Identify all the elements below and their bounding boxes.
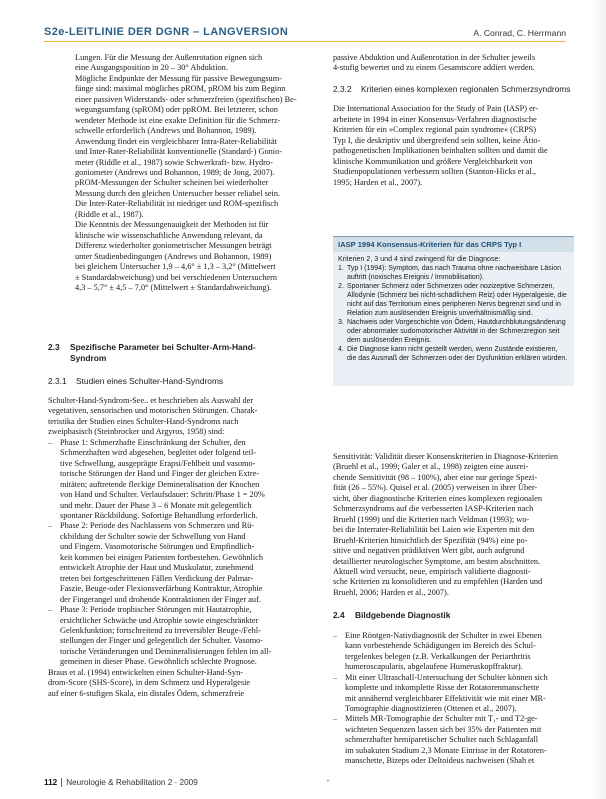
text-line: Mögliche Endpunkte der Messung für passive Bewegungsum- bbox=[75, 73, 282, 83]
criteria-box-title: IASP 1994 Konsensus-Kriterien für das CRPS Typ I bbox=[333, 237, 574, 252]
text-line: komplette und inkomplette Risse der Rotatorenmanschette bbox=[345, 683, 540, 693]
criteria-text: Typ I (1994): Symptom, das nach Trauma ohne nachweisbare Läsion auftritt (noxisches Ereignis / Immobilisation). bbox=[347, 265, 562, 281]
section-number: 2.4 bbox=[333, 610, 345, 621]
text-line: gemeinen in dieser Phase. Gewöhnlich schlechte Prognose. bbox=[60, 657, 257, 667]
journal-name: Neurologie & Rehabilitation 2 · 2009 bbox=[66, 778, 198, 787]
text-line: manschette, Bizeps oder Deltoideus nachweisen (Shah et bbox=[345, 756, 535, 766]
running-header-title: S2e-LEITLINIE DER DGNR – LANGVERSION bbox=[44, 26, 289, 38]
text-line: Phase 2: Periode des Nachlassens von Schmerzen und Rü- bbox=[60, 521, 255, 531]
subsection-number: 2.3.2 bbox=[333, 83, 352, 94]
criteria-item bbox=[338, 346, 568, 363]
text-line: torische Störungen der Hand und Finger der gleichen Extre- bbox=[60, 469, 260, 479]
criteria-item bbox=[338, 265, 568, 282]
text-line: vegetativen, sensorischen und motorischen Störungen. Charak- bbox=[48, 406, 258, 416]
text-line: ckbildung der Schulter sowie der Schwellung von Hand bbox=[60, 531, 246, 541]
section-2-3-heading bbox=[48, 342, 307, 363]
section-number: 2.3 bbox=[48, 342, 60, 352]
text-line: Tomographie diagnostizieren (Ottenen et al., 2007). bbox=[345, 704, 517, 714]
list-item-text bbox=[345, 631, 574, 673]
criteria-box bbox=[333, 236, 574, 386]
text-line: mitäten; auftretende fleckige Demineralisation der Knochen bbox=[60, 479, 260, 489]
text-line: bei gleichem Untersucher 1,9 – 4,6° ± 1,3 – 3,2° (Mittelwert bbox=[75, 262, 276, 272]
subsection-number: 2.3.1 bbox=[48, 376, 67, 386]
text-line: Eine Röntgen-Nativdiagnostik der Schulter in zwei Ebenen bbox=[345, 630, 542, 640]
registration-mark: + bbox=[326, 777, 330, 785]
subsection-title: Kriterien eines komplexen regionalen Schmerzsyndroms bbox=[361, 83, 571, 94]
page-footer bbox=[44, 778, 198, 787]
text-line: detaillierter neurologischer Symptome, am besten abschnitten. bbox=[333, 556, 541, 566]
imaging-item bbox=[333, 631, 574, 673]
criteria-number: 2. bbox=[338, 283, 344, 291]
text-line: sitive und negativen prädiktiven Wert gibt, auch aufgrund bbox=[333, 546, 525, 556]
text-line: zweiphasisch (Steinbrocker und Argyros, 1958) sind: bbox=[48, 427, 225, 437]
text-line: und mehr. Dauer der Phase 3 – 6 Monate mit gelegentlich bbox=[60, 500, 252, 510]
text-line: Mittels MR-Tomographie der Schulter mit T₁- und T2-ge- bbox=[345, 714, 538, 724]
text-line: Aktuell wird versucht, neue, empirisch validierte diagnosti- bbox=[333, 566, 531, 576]
text-line: meter (Riddle et al., 1987) sowie Schwerkraft- bzw. Hydro- bbox=[75, 157, 273, 167]
text-line: torische Veränderungen und Demineralisierungen fehlen im all- bbox=[60, 646, 272, 656]
page-edge-shadow bbox=[592, 0, 606, 799]
text-line: 1995; Harden et al., 2007). bbox=[333, 177, 423, 187]
dash-bullet: – bbox=[48, 521, 53, 531]
text-line: Phase 3: Periode trophischer Störungen mit Hautatrophie, bbox=[60, 605, 252, 615]
text-line: wichteten Sequenzen lassen sich bei 35% der Patienten mit bbox=[345, 724, 542, 734]
page-number: 112 bbox=[44, 778, 58, 787]
validity-paragraph bbox=[333, 452, 574, 598]
list-item-text bbox=[345, 673, 574, 715]
list-item-text bbox=[60, 521, 307, 605]
text-line: mit annähernd vergleichbarer Effektivität wie mit einer MR- bbox=[345, 693, 546, 703]
text-line: auf einer 6-stufigen Skala, ein distales Ödem, schmerzfreie bbox=[48, 688, 245, 698]
text-line: Die International Association for the Study of Pain (IASP) er- bbox=[333, 104, 539, 114]
text-line: entwickelt Atrophie der Haut und Muskulatur, zunehmend bbox=[60, 563, 254, 573]
text-line: fänge sind: maximal mögliches pROM, pROM bis zum Beginn bbox=[75, 84, 286, 94]
text-line: Die Inter-Rater-Reliabilität ist niedriger und ROM-spezifisch bbox=[75, 199, 279, 209]
text-line: schmerzhafter hemiparetischer Schulter nach Schlaganfall bbox=[345, 735, 539, 745]
left-column-top-text bbox=[75, 53, 307, 293]
text-line: und Inter-Rater-Reliabilität konventionelle (Standard-) Gonio- bbox=[75, 147, 283, 157]
criteria-text: Nachweis oder Vorgeschichte von Ödem, Hautdurchblutungsänderung oder abnormaler sudomotorischer Aktivität in der Schmerzregion seit dem auslösenden Ereignis. bbox=[347, 319, 566, 344]
text-line: Sensitivität: Validität dieser Konsenskriterien in Diagnose-Kriterien bbox=[333, 452, 558, 461]
right-column-bottom-text bbox=[333, 452, 574, 767]
list-item-text bbox=[345, 714, 574, 766]
text-line: stellungen der Finger und gelegentlich der Schulter. Vasomo- bbox=[60, 636, 264, 646]
text-line: klinische wie wissenschaftliche Anwendung relevant, da bbox=[75, 230, 263, 240]
criteria-text: Spontaner Schmerz oder Schmerzen oder nozizeptive Schmerzen, Allodynie (Schmerz bei nicht-schädlichem Reiz) oder Hyperalgesie, die nicht auf das Territorium eines peripheren Nervs begrenzt sind und in Relation zum auslösenden Ereignis unverhältnismäßig sind. bbox=[347, 283, 567, 317]
section-title-line-1: Spezifische Parameter bei Schulter-Arm-Hand- bbox=[70, 342, 256, 352]
right-column-top-text bbox=[333, 53, 574, 188]
phase-list bbox=[48, 438, 307, 668]
imaging-list bbox=[333, 631, 574, 767]
text-line: wendeter Methode ist eine exakte Definition für die Schmerz- bbox=[75, 115, 281, 125]
text-line: einer passiven Widerstands- oder schmerzfreien (spezifischen) Be- bbox=[75, 94, 297, 104]
criteria-number: 4. bbox=[338, 346, 344, 354]
dash-bullet: – bbox=[48, 605, 53, 615]
text-line: Faszie, Beuge-oder Flexionsverfärbung Kontraktur, Atrophie bbox=[60, 584, 263, 594]
dash-bullet: – bbox=[333, 630, 338, 640]
phase-item bbox=[48, 521, 307, 605]
list-item-text bbox=[60, 605, 307, 668]
text-line: Studienpopulationen verbessern sollten (Stanton-Hicks et al., bbox=[333, 167, 537, 177]
text-line: (Bruehl et al., 1999; Galer et al., 1998) zeigten eine ausrei- bbox=[333, 462, 529, 472]
subsection-title: Studien eines Schulter-Hand-Syndroms bbox=[76, 376, 224, 386]
text-line: Gelenkfunktion; fortschreitend zu irreversibler Beuge-/Fehl- bbox=[60, 625, 261, 635]
text-line: unter Studienbedingungen (Andrews und Bohannon, 1989) bbox=[75, 251, 272, 261]
dash-bullet: – bbox=[333, 714, 338, 724]
text-line: Messung durch den gleichen Untersucher besser reliabel sein. bbox=[75, 188, 281, 198]
criteria-box-subtitle: Kriterien 2, 3 und 4 sind zwingend für die Diagnose: bbox=[338, 255, 501, 263]
text-line: Mit einer Ultraschall-Untersuchung der Schulter können sich bbox=[345, 672, 548, 682]
text-line: und Fingern. Vasomotorische Störungen und Empfindlich- bbox=[60, 542, 255, 552]
text-line: von Hand und Schulter. Verlaufsdauer: Schritt/Phase 1 = 20% bbox=[60, 490, 265, 500]
text-line: Typ I, die deskriptiv und übergreifend sein sollten, keine Ätio- bbox=[333, 135, 541, 145]
intro-paragraph bbox=[48, 396, 307, 438]
running-header bbox=[44, 20, 566, 42]
right-intro-paragraph bbox=[333, 53, 574, 74]
text-line: klinische Kommunikation und größere Vergleichbarkeit von bbox=[333, 156, 533, 166]
criteria-number: 3. bbox=[338, 319, 344, 327]
text-line: bei die Interrater-Reliabilität bei Laien wie Experten mit den bbox=[333, 525, 535, 535]
left-column-bottom-text bbox=[48, 396, 307, 699]
text-line: der Fingerangel und drohende Kontraktionen der Finger auf. bbox=[60, 594, 261, 604]
running-header-authors: A. Conrad, C. Herrmann bbox=[473, 28, 566, 38]
criteria-item bbox=[338, 283, 568, 318]
text-line: chende Sensitivität (98 – 100%), aber eine nur geringe Spezi- bbox=[333, 472, 538, 482]
text-line: kann vorbestehende Schädigungen im Bereich des Schul- bbox=[345, 641, 536, 651]
text-line: eine Ausgangsposition in 20 – 30° Abduktion. bbox=[75, 63, 228, 73]
text-line: (Riddle et al., 1987). bbox=[75, 209, 144, 219]
criteria-text: Die Diagnose kann nicht gestellt werden, wenn Zustände existieren, die das Ausmaß der Schmerzen oder der Dysfunktion erklären würden. bbox=[347, 346, 568, 363]
text-line: ± Standardabweichung) und bei verschiedenen Untersuchern bbox=[75, 272, 277, 282]
text-line: Bruehl-Kriterien hinsichtlich der Spezifität (94%) eine po- bbox=[333, 535, 528, 545]
text-line: goniometer (Andrews und Bohannon, 1989; de Jong, 2007). bbox=[75, 167, 275, 177]
text-line: fität (26 – 55%). Quisel et al. (2005) verweisen in ihrer Über- bbox=[333, 483, 538, 493]
text-line: keit kommen bei einigen Patienten fortbestehen. Gewöhnlich bbox=[60, 552, 263, 562]
text-line: sicht, über diagnostische Kriterien eines komplexen regionalen bbox=[333, 493, 542, 503]
criteria-number: 1. bbox=[338, 265, 344, 272]
dash-bullet: – bbox=[48, 437, 53, 447]
text-line: schwelle erforderlich (Andrews und Bohannon, 1989). bbox=[75, 126, 257, 136]
text-line: Braus et al. (1994) entwickelten einen Schulter-Hand-Syn- bbox=[48, 667, 243, 677]
criteria-item bbox=[338, 319, 568, 345]
footer-divider bbox=[61, 778, 62, 787]
text-line: drom-Score (SHS-Score), in dem Schmerz und Hyperalgesie bbox=[48, 678, 251, 688]
section-title: Bildgebende Diagnostik bbox=[355, 610, 451, 621]
text-line: 4,3 – 5,7° ± 4,5 – 7,0° (Mittelwert ± Standardabweichung). bbox=[75, 282, 272, 292]
section-title-line-2: Syndrom bbox=[70, 352, 107, 363]
text-line: tergelenkes belegen (z.B. Verkalkungen der Periarthritis bbox=[345, 651, 531, 661]
imaging-item bbox=[333, 714, 574, 766]
text-line: arbeitete in 1994 in einer Konsensus-Verfahren diagnostische bbox=[333, 114, 537, 124]
text-line: 4-stufig bewertet und zu einem Gesamtscore addiert werden. bbox=[333, 63, 535, 73]
imaging-item bbox=[333, 673, 574, 715]
text-line: Lungen. Für die Messung der Außenrotation eignen sich bbox=[75, 53, 263, 62]
text-line: passive Abduktion und Außenrotation in der Schulter jeweils bbox=[333, 53, 536, 62]
text-line: teristika der Studien eines Schulter-Hand-Syndroms nach bbox=[48, 416, 239, 426]
text-line: Die Kenntnis der Messungenauigkeit der Methoden ist für bbox=[75, 220, 269, 230]
text-line: Kriterien für ein »Complex regional pain syndrome« (CRPS) bbox=[333, 125, 537, 135]
text-line: Bruehl, 2006; Harden et al., 2007). bbox=[333, 587, 449, 597]
text-line: pROM-Messungen der Schulter scheinen bei wiederholter bbox=[75, 178, 269, 188]
text-line: Schulter-Hand-Syndrom-See.. et beschrieben als Auswahl der bbox=[48, 396, 254, 405]
text-line: Schmerzsyndroms auf die verbesserten IASP-Kriterien nach bbox=[333, 504, 534, 514]
text-line: pathogenetischen Implikationen beinhalten sollten und damit die bbox=[333, 146, 548, 156]
text-line: Anwendung findet ein vergleichbarer Intra-Rater-Reliabilität bbox=[75, 136, 277, 146]
text-line: Differenz wiederholter goniometrischer Messungen beträgt bbox=[75, 241, 272, 251]
dash-bullet: – bbox=[333, 672, 338, 682]
text-line: Phase 1: Schmerzhafte Einschränkung der Schulter, den bbox=[60, 437, 246, 447]
crps-paragraph bbox=[333, 104, 574, 188]
text-line: spontaner Rückbildung. Sofortige Behandlung erforderlich. bbox=[60, 510, 258, 520]
phase-item bbox=[48, 605, 307, 668]
text-line: im subakuten Stadium 2,3 Monate Einrisse in der Rotatoren- bbox=[345, 745, 547, 755]
criteria-list bbox=[333, 265, 574, 364]
list-item-text bbox=[60, 438, 307, 522]
text-line: sche Kriterien zu konsolidieren und zu empfehlen (Harden und bbox=[333, 577, 543, 587]
phase-item bbox=[48, 438, 307, 522]
text-line: ersichtlicher Schwäche und Atrophie sowie eingeschränkter bbox=[60, 615, 259, 625]
text-line: wegungsumfang (spROM) oder ppROM. Bei letzterer, schon bbox=[75, 105, 278, 115]
section-2-3-1-heading bbox=[48, 376, 307, 387]
text-line: humeroscapularis, abgelaufene Humeruskopffraktur). bbox=[345, 662, 523, 672]
text-line: Bruehl (1999) und die Kriterien nach Veldman (1993); wo- bbox=[333, 514, 530, 524]
text-line: Schmerzhaften wird abgesehen, begleitet oder folgend teil- bbox=[60, 448, 257, 458]
text-line: treten bei fortgeschrittenen Fällen Verdickung der Palmar- bbox=[60, 573, 254, 583]
text-line: tive Schwellung, ausgeprägte Erapsi/Fehlbeit und vasomo- bbox=[60, 458, 256, 468]
score-paragraph bbox=[48, 668, 307, 699]
